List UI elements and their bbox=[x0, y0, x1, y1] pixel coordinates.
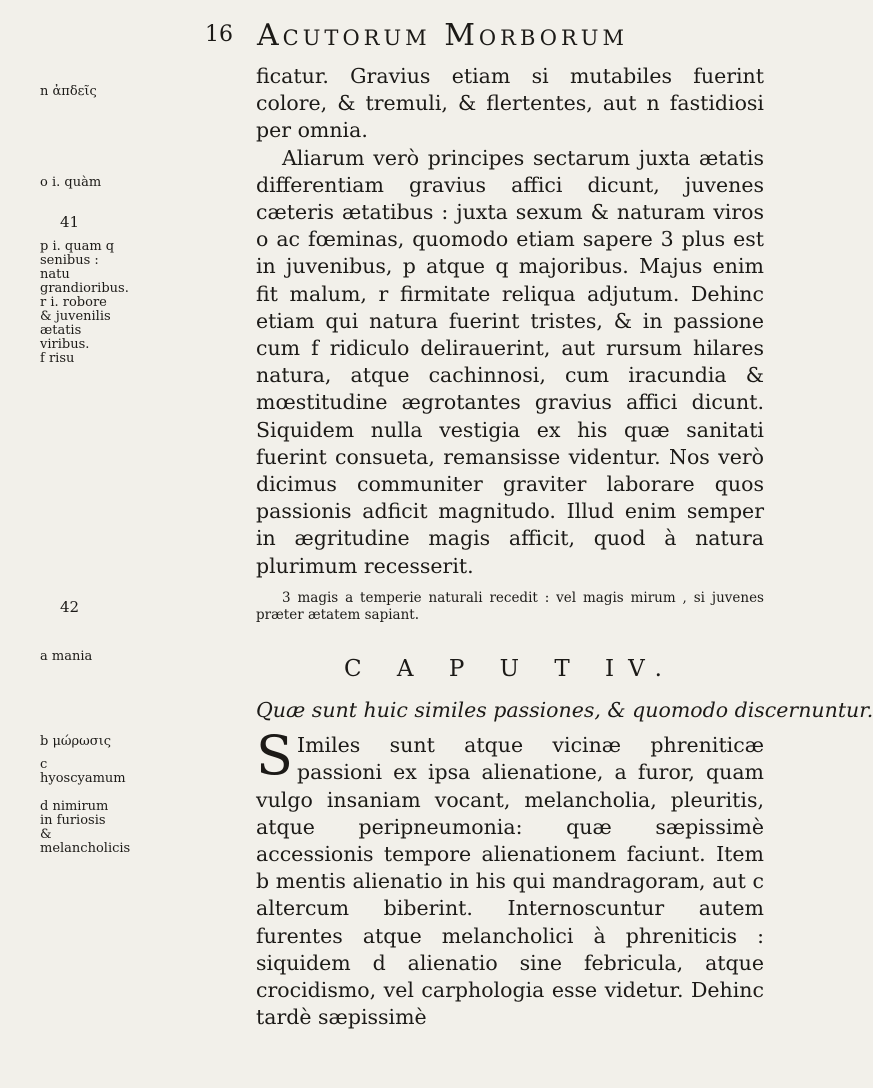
margin-note: a mania bbox=[40, 649, 93, 664]
margin-note: f risu bbox=[40, 351, 75, 366]
chapter-subtitle: Quæ sunt huic similes passiones, & quomodo discernuntur. bbox=[256, 698, 873, 723]
margin-note: c hyoscyamum bbox=[40, 757, 126, 786]
margin-note: n ἀπδεῖς bbox=[40, 84, 97, 99]
paragraph bbox=[256, 724, 764, 1031]
margin-note: p i. quam q senibus : natu grandioribus. bbox=[40, 239, 129, 296]
margin-number: 41 bbox=[60, 213, 80, 231]
running-title: Acutorum Morborum bbox=[257, 18, 628, 53]
margin-note: b μώρωσις bbox=[40, 734, 111, 749]
running-header bbox=[205, 18, 765, 58]
margin-number: 42 bbox=[60, 598, 80, 616]
main-text bbox=[256, 63, 873, 1032]
margin-note: o i. quàm bbox=[40, 175, 102, 190]
drop-cap: S bbox=[256, 724, 293, 788]
paragraph-text: Imiles sunt atque vicinæ phreniticæ passioni ex ipsa alienatione, a furor, quam vulgo insaniam vocant, melancholia, pleuritis, atque peripneumonia: quæ sæpissimè accessionis tempore alienationem faciunt. Item b mentis alienatio in his qui mandragoram, aut c altercum biberint. Internoscuntur autem furentes atque melancholici à phreniticis : siquidem d alienatio sine febricula, atque crocidismo, vel carphologia esse videtur. Dehinc tardè sæpissimè bbox=[256, 733, 764, 1030]
footnote: 3 magis a temperie naturali recedit : vel magis mirum , si juvenes præter ætatem sapiant. bbox=[256, 589, 764, 623]
page-number: 16 bbox=[205, 22, 233, 47]
margin-note: d nimirum in furiosis & melancholicis bbox=[40, 799, 131, 856]
margin-note: r i. robore & juvenilis ætatis viribus. bbox=[40, 295, 111, 352]
paragraph: Aliarum verò principes sectarum juxta ætatis differentiam gravius affici dicunt, juvenes cæteris ætatibus : juxta sexum & naturam viros o ac fœminas, quomodo etiam sapere 3 plus est in juvenibus, p atque q majoribus. Majus enim fit malum, r firmitate reliqua adjutum. Dehinc etiam qui natura fuerint tristes, & in passione cum f ridiculo delirauerint, aut rursum hilares natura, atque cachinnosi, cum iracundia & mœstitudine ægrotantes gravius affici dicunt. Siquidem nulla vestigia ex his quæ sanitati fuerint consueta, remansisse videntur. Nos verò dicimus communiter graviter laborare quos passionis adficit magnitudo. Illud enim semper in ægritudine magis afficit, quod à natura plurimum recesserit. bbox=[256, 145, 764, 578]
chapter-heading: C A P U T IV. bbox=[344, 655, 676, 682]
paragraph: ficatur. Gravius etiam si mutabiles fuerint colore, & tremuli, & flertentes, aut n fastidiosi per omnia. bbox=[256, 64, 764, 143]
